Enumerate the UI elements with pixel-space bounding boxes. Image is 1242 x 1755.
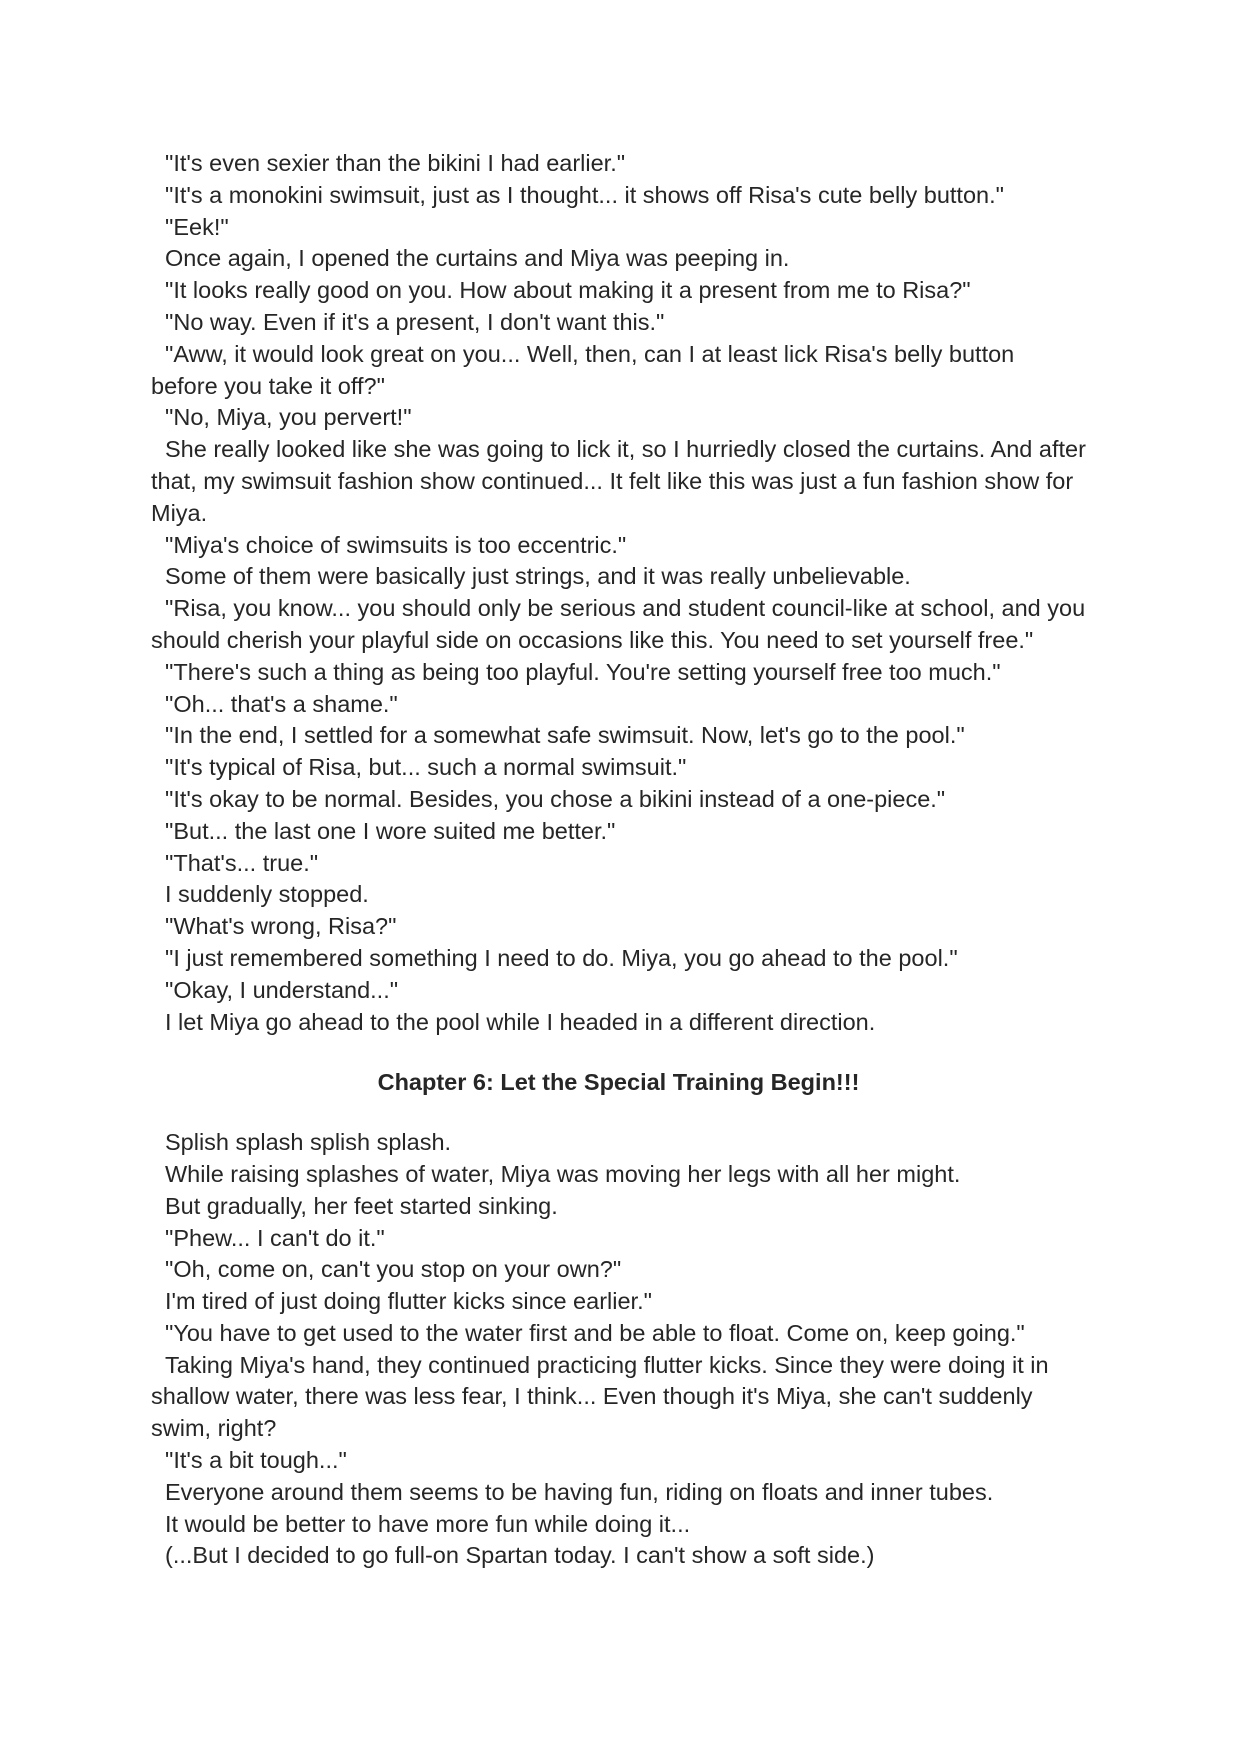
paragraph: But gradually, her feet started sinking. [165,1192,558,1219]
paragraph: "It's even sexier than the bikini I had earlier." [165,150,626,176]
paragraph: While raising splashes of water, Miya was moving her legs with all her might. [165,1160,961,1187]
paragraph: I let Miya go ahead to the pool while I headed in a different direction. [165,1008,876,1035]
paragraph: It would be better to have more fun while doing it... [165,1510,691,1537]
paragraph: "I just remembered something I need to do. Miya, you go ahead to the pool." [165,944,958,971]
paragraph: "Aww, it would look great on you... Well, then, can I at least lick Risa's belly button before you take it off?" [151,340,1015,399]
section-after [151,1127,1086,1572]
paragraph: "There's such a thing as being too playful. You're setting yourself free too much." [165,658,1001,685]
paragraph: "But... the last one I wore suited me better." [165,817,616,844]
paragraph: "No way. Even if it's a present, I don't want this." [165,308,665,335]
paragraph: "Miya's choice of swimsuits is too eccentric." [165,531,627,558]
paragraph: I'm tired of just doing flutter kicks since earlier." [165,1288,652,1315]
paragraph: "You have to get used to the water first and be able to float. Come on, keep going." [165,1319,1025,1346]
paragraph: Taking Miya's hand, they continued practicing flutter kicks. Since they were doing it in shallow water, there was less fear, I think... Even though it's Miya, she can't suddenly swim, right? [151,1351,1049,1442]
paragraph: "In the end, I settled for a somewhat safe swimsuit. Now, let's go to the pool." [165,722,965,749]
paragraph: "Oh... that's a shame." [165,690,398,717]
paragraph: "It's a monokini swimsuit, just as I thought... it shows off Risa's cute belly button." [165,181,1004,208]
paragraph: "What's wrong, Risa?" [165,913,397,940]
paragraph: "It looks really good on you. How about making it a present from me to Risa?" [165,277,971,304]
chapter-heading: Chapter 6: Let the Special Training Begin!!! [377,1069,860,1096]
document-page [151,148,1086,1572]
paragraph: (...But I decided to go full-on Spartan today. I can't show a soft side.) [165,1542,875,1569]
paragraph: Splish splash splish splash. [165,1129,452,1156]
paragraph: "It's okay to be normal. Besides, you chose a bikini instead of a one-piece." [165,785,946,812]
section-before [151,148,1086,1038]
paragraph: "No, Miya, you pervert!" [165,404,412,431]
paragraph: Some of them were basically just strings, and it was really unbelievable. [165,563,911,590]
paragraph: I suddenly stopped. [165,881,369,908]
paragraph: "Eek!" [165,213,229,240]
paragraph: "Oh, come on, can't you stop on your own?" [165,1256,622,1283]
paragraph: She really looked like she was going to lick it, so I hurriedly closed the curtains. And after that, my swimsuit fashion show continued... It felt like this was just a fun fashion show for Miya. [151,436,1086,526]
paragraph: "Phew... I can't do it." [165,1224,385,1251]
paragraph: "It's typical of Risa, but... such a normal swimsuit." [165,754,687,781]
paragraph: "Risa, you know... you should only be serious and student council-like at school, and you should cherish your playful side on occasions like this. You need to set yourself free." [151,595,1086,653]
paragraph: Everyone around them seems to be having fun, riding on floats and inner tubes. [165,1478,994,1505]
paragraph: "Okay, I understand..." [165,976,399,1003]
paragraph: Once again, I opened the curtains and Miya was peeping in. [165,245,790,272]
paragraph: "It's a bit tough..." [165,1447,347,1474]
paragraph: "That's... true." [165,849,319,876]
